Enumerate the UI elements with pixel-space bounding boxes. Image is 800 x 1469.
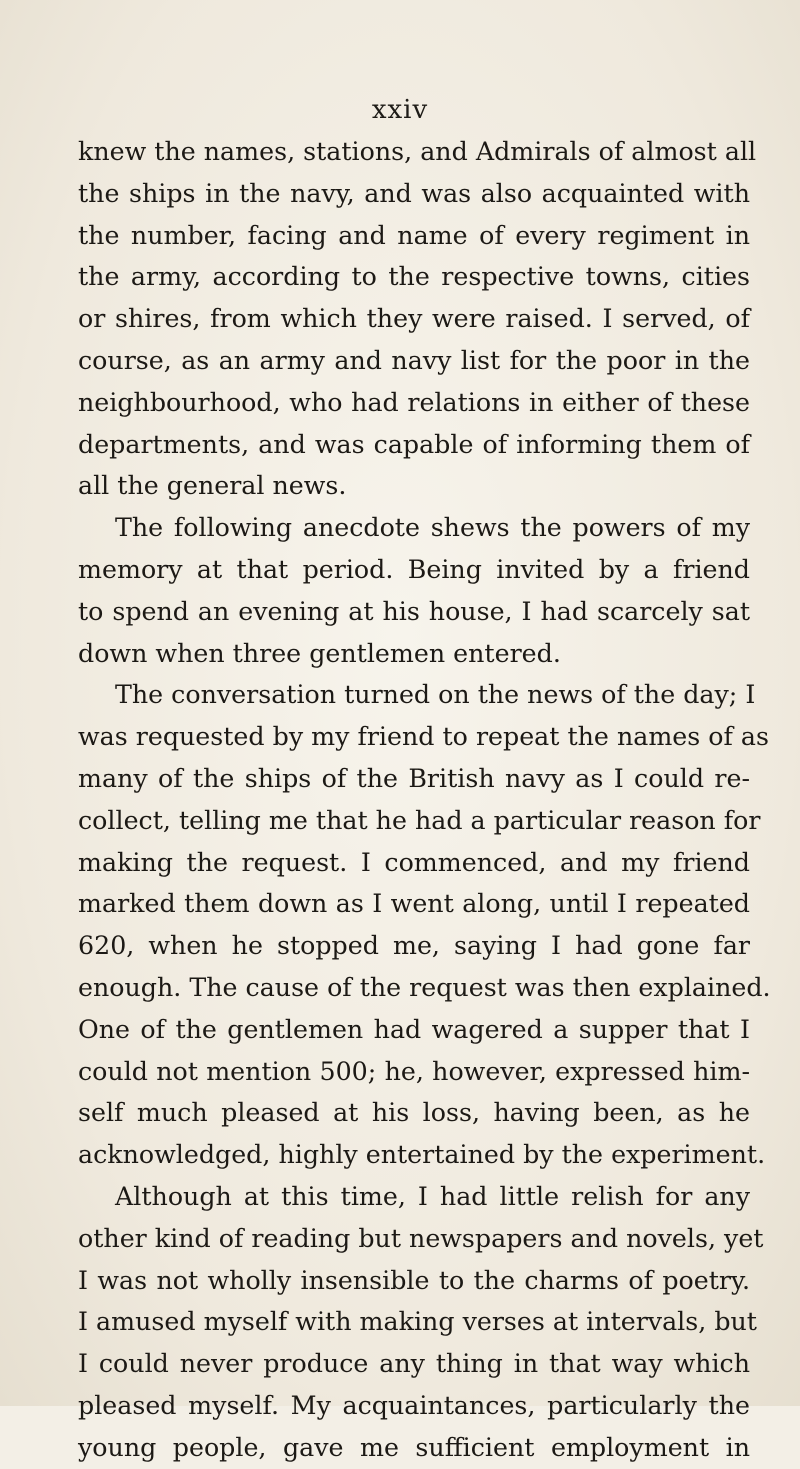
text-line: or shires, from which they were raised. I served, of [78,304,750,334]
text-line: self much pleased at his loss, having been, as he [78,1098,750,1128]
text-line: all the general news. [78,471,347,501]
text-line: could not mention 500; he, however, expressed him- [78,1056,750,1086]
text-line: young people, gave me sufficient employment in [78,1432,750,1462]
text-line: I amused myself with making verses at intervals, but [78,1307,757,1337]
text-line: pleased myself. My acquaintances, particularly the [78,1390,750,1420]
text-line: enough. The cause of the request was then explained. [78,972,771,1002]
text-line: down when three gentlemen entered. [78,638,561,668]
text-line: knew the names, stations, and Admirals of almost all [78,137,757,166]
text-line: I was not wholly insensible to the charms of poetry. [78,1265,750,1295]
text-line: neighbourhood, who had relations in either of these [78,387,750,417]
text-line: acknowledged, highly entertained by the experiment. [78,1140,766,1170]
text-line: to spend an evening at his house, I had scarcely sat [78,596,750,626]
text-line: the ships in the navy, and was also acquainted with [78,178,750,208]
text-line: collect, telling me that he had a particular reason for [78,805,761,835]
text-line: One of the gentlemen had wagered a supper that I [78,1014,750,1044]
text-line: The following anecdote shews the powers of my [115,513,750,543]
text-line: The conversation turned on the news of the day; I [115,680,756,710]
page-number: xxiv [371,95,429,125]
text-line: the army, according to the respective towns, cities [78,262,750,292]
text-line: was requested by my friend to repeat the names of as [78,722,769,752]
text-line: many of the ships of the British navy as I could re- [78,763,750,793]
text-line: 620, when he stopped me, saying I had gone far [78,931,750,961]
text-line: departments, and was capable of informing them of [78,429,750,459]
text-line: marked them down as I went along, until I repeated [78,889,750,919]
text-line: the number, facing and name of every regiment in [78,220,750,250]
text-line: making the request. I commenced, and my friend [78,847,750,877]
text-line: memory at that period. Being invited by a friend [78,554,750,584]
text-line: course, as an army and navy list for the poor in the [78,345,750,375]
text-line: I could never produce any thing in that way which [78,1349,750,1379]
body-text [78,131,771,1469]
text-line: other kind of reading but newspapers and novels, yet [78,1223,764,1253]
text-line: Although at this time, I had little relish for any [115,1181,750,1211]
